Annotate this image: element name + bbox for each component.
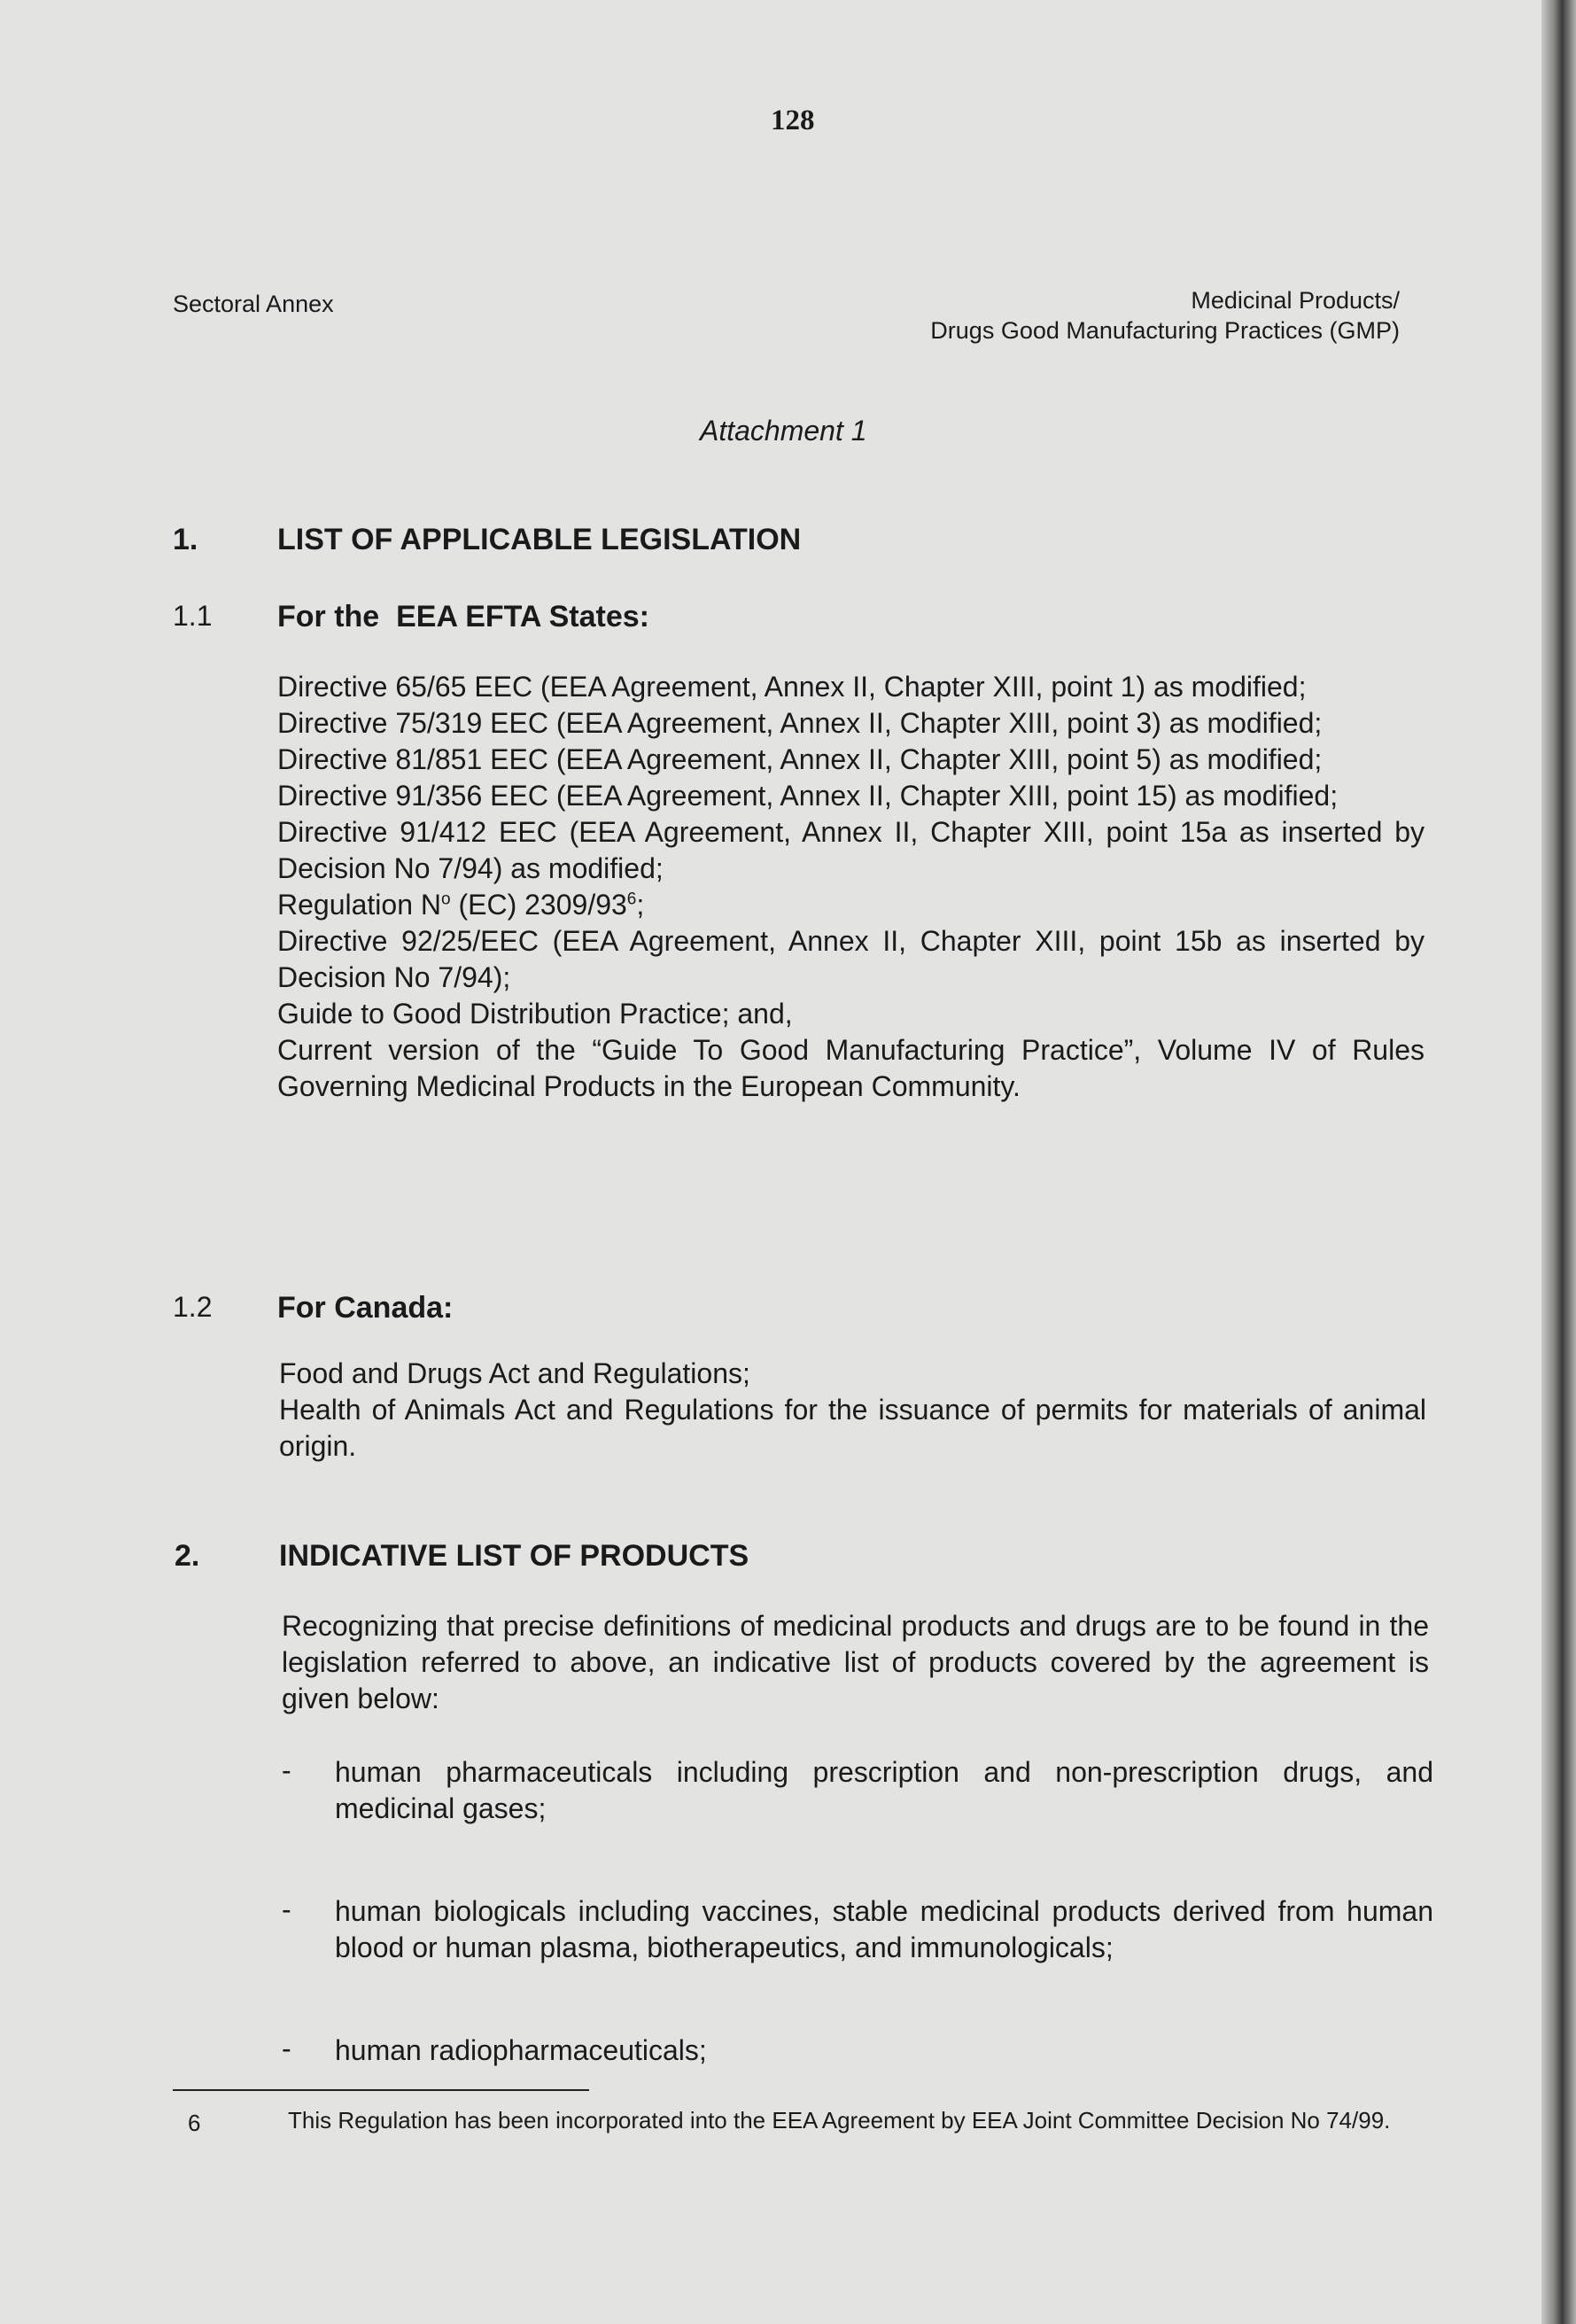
regulation-item: Regulation $N^o$ (EC) $2309/93^6$; [277, 889, 645, 921]
bullet-dash: - [282, 1754, 291, 1786]
legislation-list-canada [279, 1356, 1426, 1465]
list-item-text: human pharmaceuticals including prescription and non-prescription drugs, and medicinal gases; [335, 1756, 1433, 1824]
legislation-item: Directive 91/356 EEC (EEA Agreement, Annex II, Chapter XIII, point 15) as modified; [277, 780, 1339, 812]
footnote-rule [173, 2089, 589, 2091]
list-item [282, 1754, 1433, 1827]
legislation-item: Health of Animals Act and Regulations for the issuance of permits for materials of animal origin. [279, 1394, 1426, 1462]
footnote-number: 6 [188, 2110, 201, 2136]
header-right-line1: Medicinal Products/ [1191, 287, 1400, 314]
legislation-item: Directive 75/319 EEC (EEA Agreement, Annex II, Chapter XIII, point 3) as modified; [277, 707, 1323, 739]
footnote-text: This Regulation has been incorporated into the EEA Agreement by EEA Joint Committee Decision No 74/99. [288, 2107, 1391, 2134]
legislation-item: Directive 81/851 EEC (EEA Agreement, Annex II, Chapter XIII, point 5) as modified; [277, 743, 1323, 775]
page-number: 128 [771, 105, 815, 136]
bullet-dash: - [282, 1893, 291, 1925]
subsection-1-1-title: For the EEA EFTA States: [277, 600, 650, 633]
list-item-text: human radiopharmaceuticals; [335, 2034, 707, 2066]
list-item [282, 2033, 1433, 2069]
list-item [282, 1893, 1433, 1966]
legislation-item: Current version of the “Guide To Good Manufacturing Practice”, Volume IV of Rules Governing Medicinal Products in the European Community. [277, 1034, 1425, 1102]
footnote-ref: 6 [626, 890, 637, 909]
section2-intro: Recognizing that precise definitions of medicinal products and drugs are to be found in the legislation referred to above, an indicative list of products covered by the agreement is given below: [282, 1610, 1429, 1714]
section1-number: 1. [173, 523, 198, 556]
legislation-item: Food and Drugs Act and Regulations; [279, 1357, 750, 1389]
legislation-list-eea [277, 669, 1425, 1105]
subsection-1-2-title: For Canada: [277, 1291, 454, 1325]
header-left: Sectoral Annex [173, 291, 334, 317]
header-right [930, 285, 1400, 346]
legislation-item: Directive 92/25/EEC (EEA Agreement, Annex II, Chapter XIII, point 15b as inserted by Decision No 7/94); [277, 925, 1425, 993]
list-item-text: human biologicals including vaccines, stable medicinal products derived from human blood or human plasma, biotherapeutics, and immunologicals; [335, 1895, 1433, 1963]
subsection-1-2-number: 1.2 [173, 1291, 213, 1323]
page-edge-shadow [1541, 0, 1576, 2324]
header-right-line2: Drugs Good Manufacturing Practices (GMP) [930, 317, 1400, 344]
product-list [282, 1754, 1433, 2069]
bullet-dash: - [282, 2033, 291, 2064]
section1-title: LIST OF APPLICABLE LEGISLATION [277, 523, 802, 556]
legislation-item: Directive 91/412 EEC (EEA Agreement, Annex II, Chapter XIII, point 15a as inserted by Decision No 7/94) as modified; [277, 816, 1425, 884]
section2-number: 2. [175, 1539, 200, 1573]
section2-title: INDICATIVE LIST OF PRODUCTS [279, 1539, 749, 1573]
legislation-item: Directive 65/65 EEC (EEA Agreement, Annex II, Chapter XIII, point 1) as modified; [277, 671, 1307, 703]
attachment-title: Attachment 1 [700, 415, 867, 447]
legislation-item: Guide to Good Distribution Practice; and, [277, 998, 793, 1030]
subsection-1-1-number: 1.1 [173, 600, 213, 632]
